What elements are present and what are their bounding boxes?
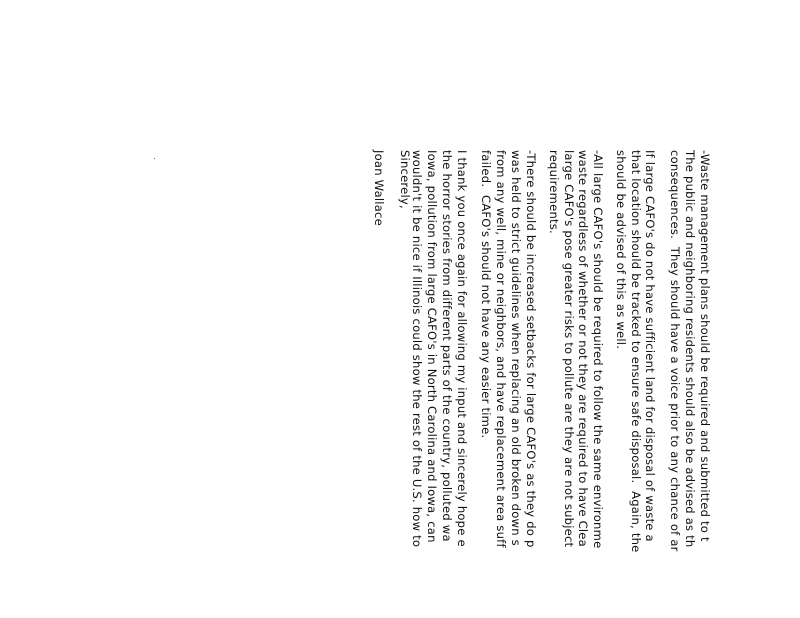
environmental-line-2: waste regardless of whether or not they are required to have Clea: [576, 150, 590, 547]
land-disposal-line-3: should be advised of this as well.: [614, 150, 628, 350]
setbacks-line-3: from any well, mine or neighbors, and have replacement area suff: [494, 150, 508, 548]
scan-speck: [154, 158, 155, 159]
waste-plans-line-3: consequences. They should have a voice prior to any chance of ar: [668, 150, 682, 552]
thanks-line-1: I thank you once again for allowing my input and sincerely hope e: [455, 150, 469, 547]
setbacks-line-4: failed. CAFO's should not have any easier time.: [479, 150, 493, 439]
waste-plans-line-2: The public and neighboring residents should also be advised as th: [683, 150, 697, 548]
environmental-line-1: -All large CAFO's should be required to follow the same environme: [591, 150, 605, 549]
land-disposal-line-2: that location should be tracked to ensure safe disposal. Again, the: [629, 150, 643, 553]
closing: Sincerely,: [398, 150, 412, 209]
thanks-line-3: Iowa, pollution from large CAFO's in North Carolina and Iowa, can: [425, 150, 439, 543]
setbacks-line-2: was held to strict guidelines when replacing an old broken down s: [509, 150, 523, 546]
land-disposal-line-1: If large CAFO's do not have sufficient land for disposal of waste a: [643, 150, 657, 542]
thanks-line-2: the horror stories from different parts of the country, polluted wa: [440, 150, 454, 542]
environmental-line-4: requirements.: [547, 150, 561, 234]
setbacks-line-1: -There should be increased setbacks for large CAFO's as they do p: [524, 150, 538, 548]
waste-plans-line-1: -Waste management plans should be required and submitted to t: [698, 150, 712, 542]
environmental-line-3: large CAFO's pose greater risks to pollute are they are not subject: [562, 150, 576, 548]
signature: Joan Wallace: [372, 150, 386, 226]
thanks-line-4: wouldn't it be nice if Illinois could show the rest of the U.S. how to: [410, 150, 424, 548]
